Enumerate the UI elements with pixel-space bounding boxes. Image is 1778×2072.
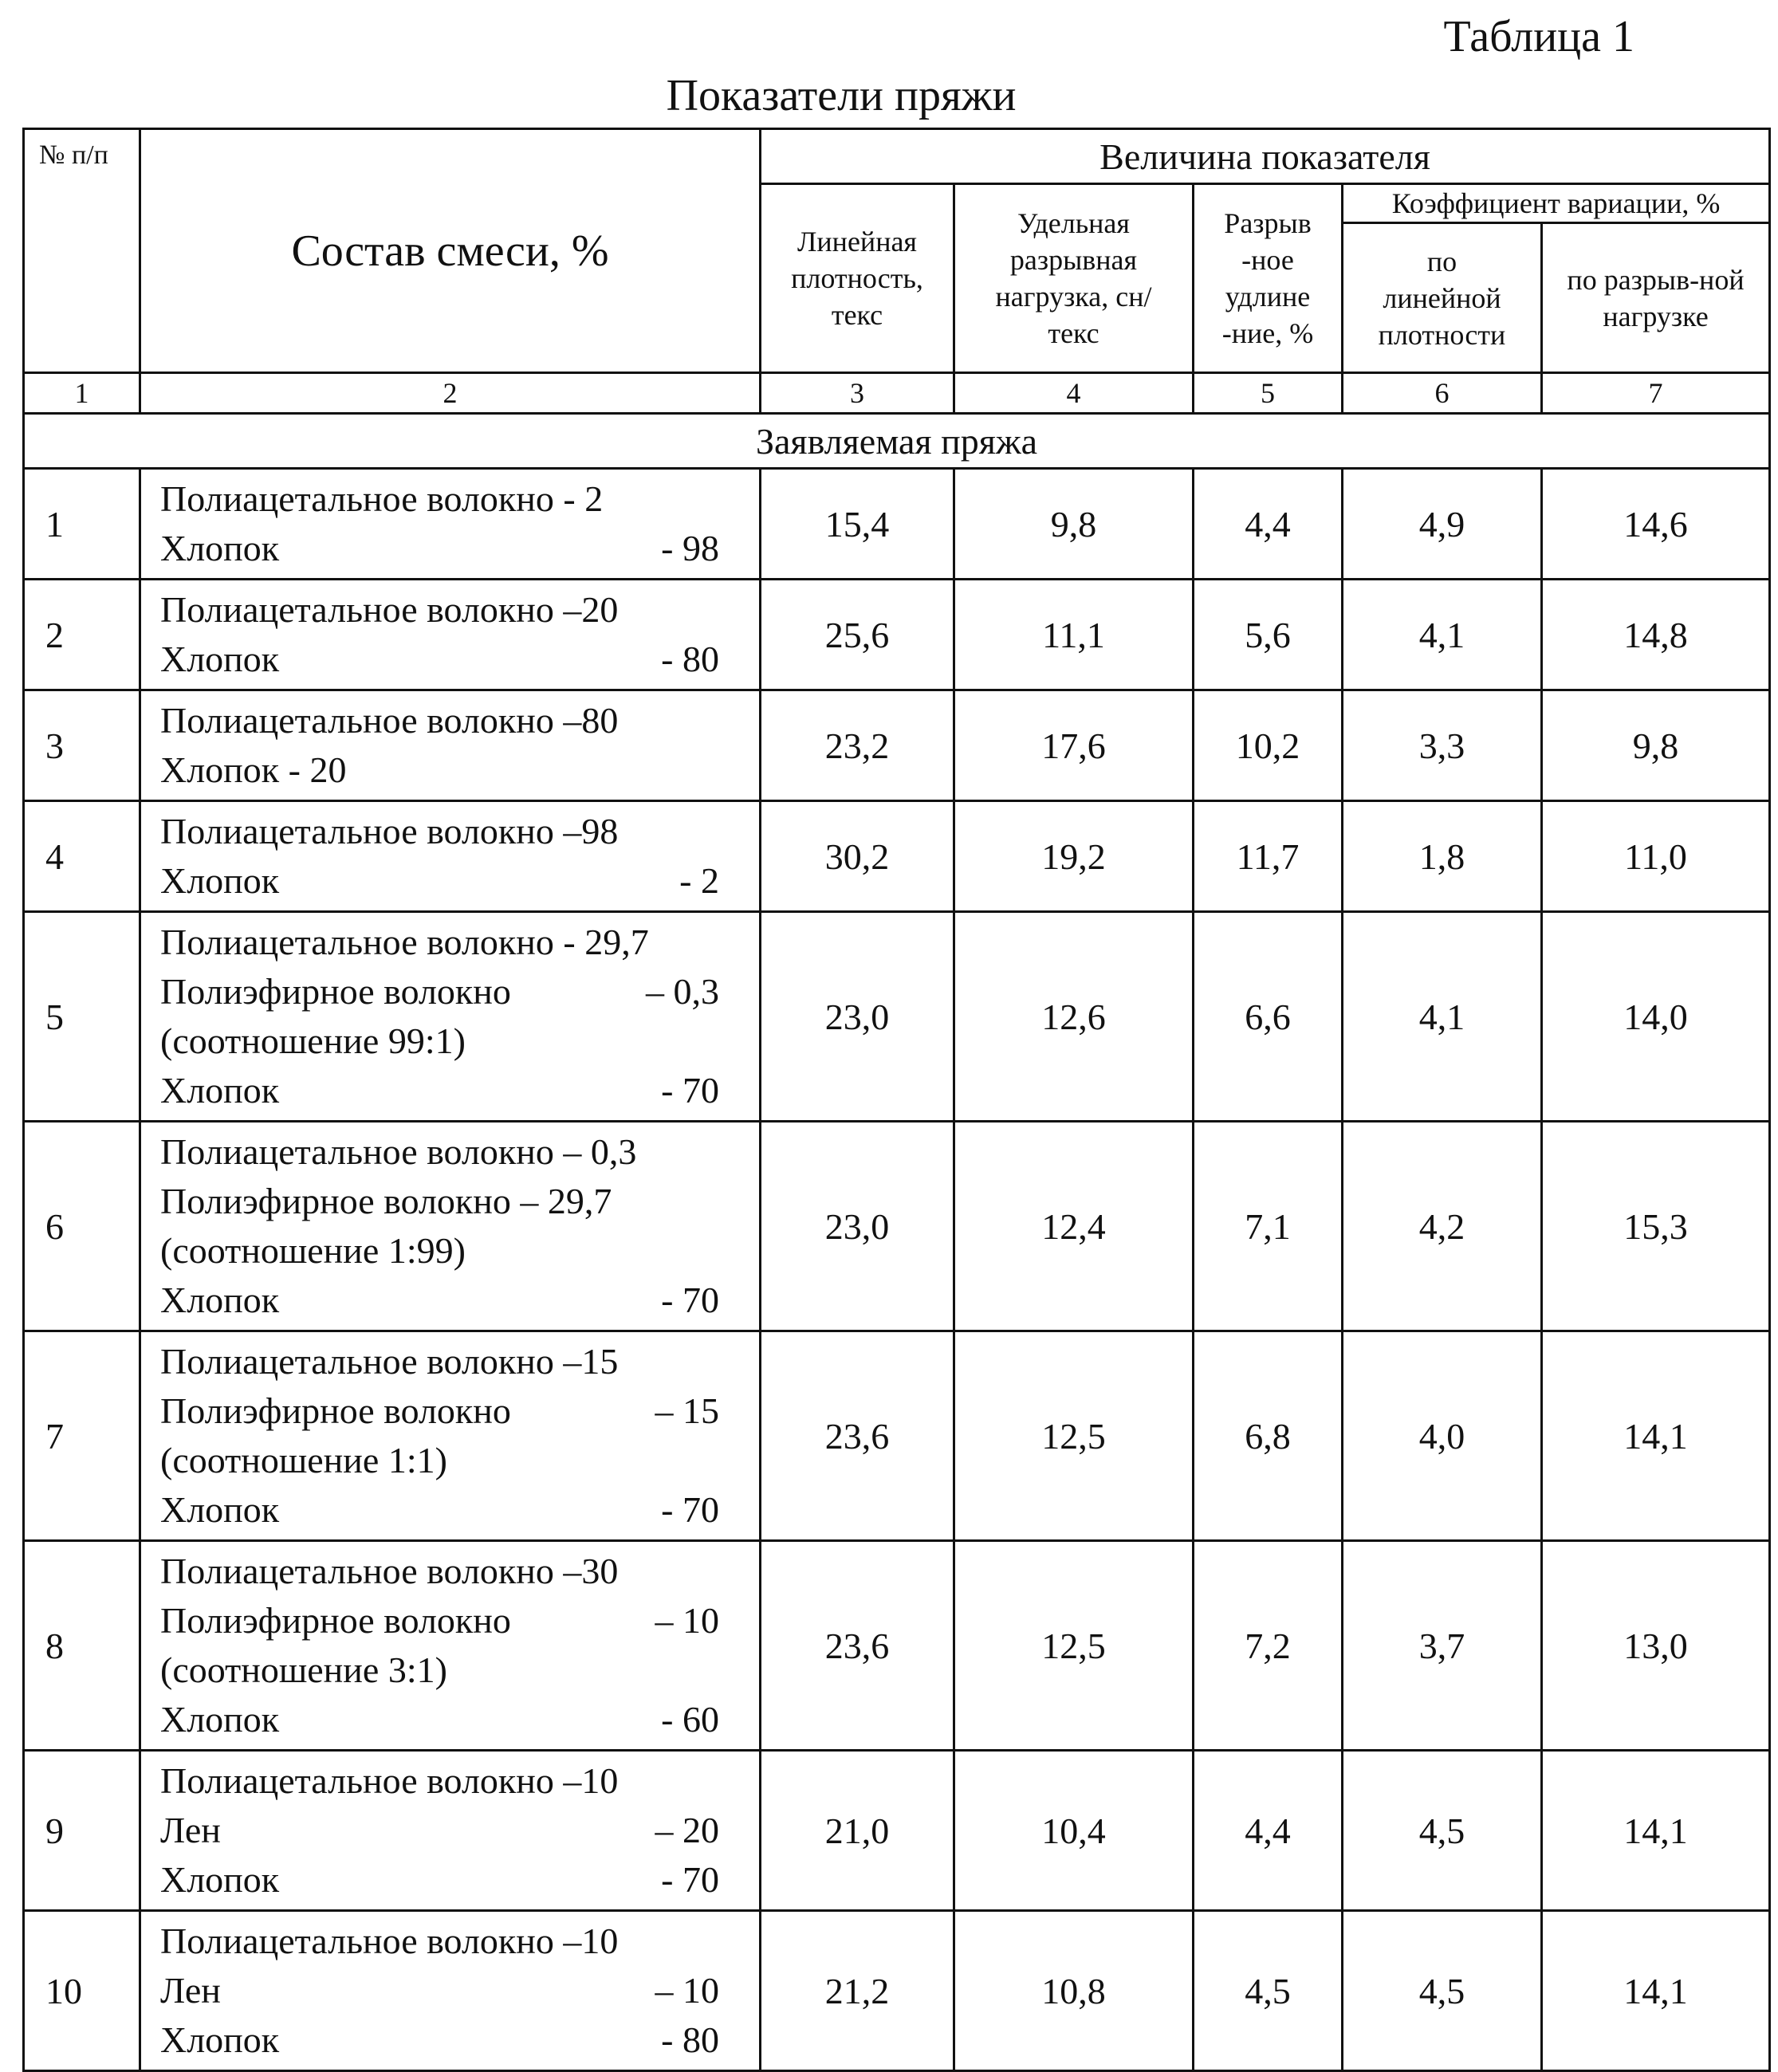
cell-linear-density: 23,6 xyxy=(761,1541,954,1751)
composition-line xyxy=(160,1806,743,1855)
cell-specific-load: 17,6 xyxy=(954,690,1194,801)
component-name: Хлопок xyxy=(160,860,280,901)
component-share xyxy=(719,696,743,745)
cell-elongation: 7,2 xyxy=(1194,1541,1343,1751)
component-name: Полиацетальное волокно - 29,7 xyxy=(160,922,649,962)
cell-specific-load: 12,5 xyxy=(954,1541,1194,1751)
column-index: 4 xyxy=(954,373,1194,414)
component-name: Полиэфирное волокно xyxy=(160,1600,511,1641)
header-cv-linear xyxy=(1343,223,1542,373)
cell-cv-load: 14,6 xyxy=(1542,469,1770,580)
cell-linear-density: 23,0 xyxy=(761,912,954,1122)
composition-line xyxy=(160,1177,743,1226)
component-share xyxy=(719,1756,743,1806)
row-composition xyxy=(140,912,761,1122)
header-specific-load xyxy=(954,184,1194,373)
header-composition xyxy=(140,129,761,373)
table-number: Таблица 1 xyxy=(1443,12,1634,61)
table-title: Показатели пряжи xyxy=(666,71,1017,120)
header-elongation xyxy=(1194,184,1343,373)
cell-linear-density: 23,6 xyxy=(761,1331,954,1541)
composition-line xyxy=(160,745,743,795)
header-cv-linear-text: по линейной плотности xyxy=(1378,245,1506,351)
composition-line xyxy=(160,1436,743,1485)
composition-line xyxy=(160,585,743,635)
row-number: 8 xyxy=(24,1541,140,1751)
cell-linear-density: 21,2 xyxy=(761,1911,954,2071)
cell-elongation: 4,4 xyxy=(1194,469,1343,580)
composition-line xyxy=(160,474,743,524)
composition-line xyxy=(160,1756,743,1806)
row-number: 7 xyxy=(24,1331,140,1541)
composition-line xyxy=(160,967,743,1016)
cell-elongation: 6,8 xyxy=(1194,1331,1343,1541)
table-row xyxy=(24,1331,1770,1541)
component-name: Хлопок - 20 xyxy=(160,749,347,790)
component-name: Полиэфирное волокно – 29,7 xyxy=(160,1181,612,1221)
component-share: - 70 xyxy=(661,1859,719,1900)
cell-cv-linear: 4,5 xyxy=(1343,1911,1542,2071)
composition-line xyxy=(160,635,743,684)
cell-cv-linear: 4,1 xyxy=(1343,580,1542,690)
component-name: (соотношение 1:1) xyxy=(160,1440,447,1480)
component-name: Хлопок xyxy=(160,639,280,679)
component-name: Хлопок xyxy=(160,1280,280,1320)
component-name: Полиацетальное волокно –10 xyxy=(160,1760,619,1801)
cell-linear-density: 21,0 xyxy=(761,1751,954,1911)
cell-linear-density: 23,0 xyxy=(761,1122,954,1331)
cell-cv-load: 14,1 xyxy=(1542,1331,1770,1541)
composition-line xyxy=(160,696,743,745)
component-share: - 2 xyxy=(679,860,719,901)
component-share: – 20 xyxy=(655,1810,719,1850)
component-name: Лен xyxy=(160,1810,221,1850)
component-name: Полиацетальное волокно –15 xyxy=(160,1341,619,1382)
component-share xyxy=(719,918,743,967)
composition-line xyxy=(160,2015,743,2065)
column-index-row xyxy=(24,373,1770,414)
component-name: Полиацетальное волокно – 0,3 xyxy=(160,1131,637,1172)
component-name: Полиацетальное волокно - 2 xyxy=(160,478,604,519)
table-row xyxy=(24,1541,1770,1751)
cell-cv-linear: 4,1 xyxy=(1343,912,1542,1122)
cell-cv-load: 14,1 xyxy=(1542,1751,1770,1911)
cell-cv-load: 11,0 xyxy=(1542,801,1770,912)
composition-line xyxy=(160,856,743,906)
cell-cv-linear: 1,8 xyxy=(1343,801,1542,912)
row-composition xyxy=(140,580,761,690)
column-index: 7 xyxy=(1542,373,1770,414)
composition-line xyxy=(160,1547,743,1596)
header-cv: Коэффициент вариации, % xyxy=(1343,184,1770,223)
component-name: Хлопок xyxy=(160,528,280,568)
cell-elongation: 4,5 xyxy=(1194,1911,1343,2071)
cell-cv-linear: 3,7 xyxy=(1343,1541,1542,1751)
component-share: – 10 xyxy=(655,1600,719,1641)
component-name: Хлопок xyxy=(160,1699,280,1740)
component-name: Полиацетальное волокно –80 xyxy=(160,700,619,741)
component-name: (соотношение 1:99) xyxy=(160,1230,466,1271)
component-share: - 80 xyxy=(661,639,719,679)
component-name: Хлопок xyxy=(160,1489,280,1530)
cell-cv-linear: 4,5 xyxy=(1343,1751,1542,1911)
composition-line xyxy=(160,1276,743,1325)
table-row xyxy=(24,1911,1770,2071)
cell-cv-linear: 4,9 xyxy=(1343,469,1542,580)
row-composition xyxy=(140,1911,761,2071)
component-share xyxy=(719,474,743,524)
component-share: - 80 xyxy=(661,2019,719,2060)
cell-specific-load: 12,5 xyxy=(954,1331,1194,1541)
cell-cv-load: 15,3 xyxy=(1542,1122,1770,1331)
composition-line xyxy=(160,1226,743,1276)
row-composition xyxy=(140,469,761,580)
component-name: Хлопок xyxy=(160,1070,280,1111)
composition-line xyxy=(160,1066,743,1115)
table-row xyxy=(24,690,1770,801)
cell-cv-load: 9,8 xyxy=(1542,690,1770,801)
table-row xyxy=(24,469,1770,580)
column-index: 1 xyxy=(24,373,140,414)
component-name: Полиацетальное волокно –10 xyxy=(160,1921,619,1961)
row-number: 6 xyxy=(24,1122,140,1331)
cell-cv-linear: 4,0 xyxy=(1343,1331,1542,1541)
cell-linear-density: 23,2 xyxy=(761,690,954,801)
cell-specific-load: 11,1 xyxy=(954,580,1194,690)
cell-elongation: 10,2 xyxy=(1194,690,1343,801)
component-name: Полиэфирное волокно xyxy=(160,971,511,1012)
header-linear-density xyxy=(761,184,954,373)
cell-cv-linear: 4,2 xyxy=(1343,1122,1542,1331)
component-share: – 0,3 xyxy=(646,971,719,1012)
row-number: 2 xyxy=(24,580,140,690)
component-name: Хлопок xyxy=(160,1859,280,1900)
cell-cv-load: 14,8 xyxy=(1542,580,1770,690)
yarn-properties-table xyxy=(22,128,1771,2072)
row-composition xyxy=(140,1541,761,1751)
composition-line xyxy=(160,1127,743,1177)
table-row xyxy=(24,580,1770,690)
section-row xyxy=(24,414,1770,469)
header-elongation-text: Разрыв -ное удлине -ние, % xyxy=(1221,207,1314,349)
component-name: Полиацетальное волокно –20 xyxy=(160,589,619,630)
cell-linear-density: 25,6 xyxy=(761,580,954,690)
composition-line xyxy=(160,807,743,856)
component-share xyxy=(719,1127,743,1177)
composition-line xyxy=(160,918,743,967)
cell-elongation: 5,6 xyxy=(1194,580,1343,690)
cell-elongation: 7,1 xyxy=(1194,1122,1343,1331)
cell-specific-load: 10,8 xyxy=(954,1911,1194,2071)
component-share xyxy=(719,1436,743,1485)
header-cv-load xyxy=(1542,223,1770,373)
component-share xyxy=(719,1177,743,1226)
row-composition xyxy=(140,1751,761,1911)
component-share: – 15 xyxy=(655,1390,719,1431)
component-share: - 70 xyxy=(661,1070,719,1111)
cell-specific-load: 10,4 xyxy=(954,1751,1194,1911)
composition-line xyxy=(160,1855,743,1905)
header-num: № п/п xyxy=(24,129,140,373)
header-cv-load-text: по разрыв-ной нагрузке xyxy=(1567,263,1745,332)
component-share: - 70 xyxy=(661,1280,719,1320)
component-name: (соотношение 99:1) xyxy=(160,1020,466,1061)
composition-line xyxy=(160,1917,743,1966)
component-share xyxy=(719,1016,743,1066)
component-share xyxy=(719,1645,743,1695)
row-composition xyxy=(140,690,761,801)
cell-cv-linear: 3,3 xyxy=(1343,690,1542,801)
component-share xyxy=(719,1226,743,1276)
component-name: Полиэфирное волокно xyxy=(160,1390,511,1431)
cell-cv-load: 14,0 xyxy=(1542,912,1770,1122)
cell-linear-density: 30,2 xyxy=(761,801,954,912)
component-name: Лен xyxy=(160,1970,221,2011)
row-composition xyxy=(140,801,761,912)
row-number: 3 xyxy=(24,690,140,801)
cell-cv-load: 13,0 xyxy=(1542,1541,1770,1751)
table-row xyxy=(24,801,1770,912)
row-number: 9 xyxy=(24,1751,140,1911)
cell-specific-load: 12,4 xyxy=(954,1122,1194,1331)
header-composition-text: Состав смеси, % xyxy=(291,226,609,276)
composition-line xyxy=(160,1485,743,1535)
composition-line xyxy=(160,1695,743,1744)
component-name: (соотношение 3:1) xyxy=(160,1649,447,1690)
component-share xyxy=(719,1337,743,1386)
composition-line xyxy=(160,1966,743,2015)
header-group: Величина показателя xyxy=(761,129,1770,184)
component-name: Полиацетальное волокно –98 xyxy=(160,811,619,851)
column-index: 2 xyxy=(140,373,761,414)
row-composition xyxy=(140,1331,761,1541)
cell-elongation: 4,4 xyxy=(1194,1751,1343,1911)
cell-elongation: 6,6 xyxy=(1194,912,1343,1122)
cell-specific-load: 9,8 xyxy=(954,469,1194,580)
component-share xyxy=(719,585,743,635)
section-title: Заявляемая пряжа xyxy=(24,414,1770,469)
composition-line xyxy=(160,1016,743,1066)
row-number: 10 xyxy=(24,1911,140,2071)
column-index: 3 xyxy=(761,373,954,414)
cell-cv-load: 14,1 xyxy=(1542,1911,1770,2071)
column-index: 6 xyxy=(1343,373,1542,414)
cell-elongation: 11,7 xyxy=(1194,801,1343,912)
column-index: 5 xyxy=(1194,373,1343,414)
composition-line xyxy=(160,1386,743,1436)
row-number: 1 xyxy=(24,469,140,580)
component-share: - 60 xyxy=(661,1699,719,1740)
cell-specific-load: 12,6 xyxy=(954,912,1194,1122)
table-row xyxy=(24,1122,1770,1331)
component-share: - 70 xyxy=(661,1489,719,1530)
row-number: 5 xyxy=(24,912,140,1122)
cell-linear-density: 15,4 xyxy=(761,469,954,580)
row-composition xyxy=(140,1122,761,1331)
table-row xyxy=(24,912,1770,1122)
component-name: Хлопок xyxy=(160,2019,280,2060)
component-share xyxy=(719,745,743,795)
table-row xyxy=(24,1751,1770,1911)
component-share: – 10 xyxy=(655,1970,719,2011)
composition-line xyxy=(160,1645,743,1695)
component-share xyxy=(719,1917,743,1966)
composition-line xyxy=(160,524,743,573)
component-share xyxy=(719,1547,743,1596)
header-linear-density-text: Линейная плотность, текс xyxy=(791,226,923,331)
header-specific-load-text: Удельная разрывная нагрузка, сн/текс xyxy=(995,207,1152,349)
composition-line xyxy=(160,1337,743,1386)
cell-specific-load: 19,2 xyxy=(954,801,1194,912)
composition-line xyxy=(160,1596,743,1645)
component-share xyxy=(719,807,743,856)
row-number: 4 xyxy=(24,801,140,912)
component-share: - 98 xyxy=(661,528,719,568)
component-name: Полиацетальное волокно –30 xyxy=(160,1551,619,1591)
